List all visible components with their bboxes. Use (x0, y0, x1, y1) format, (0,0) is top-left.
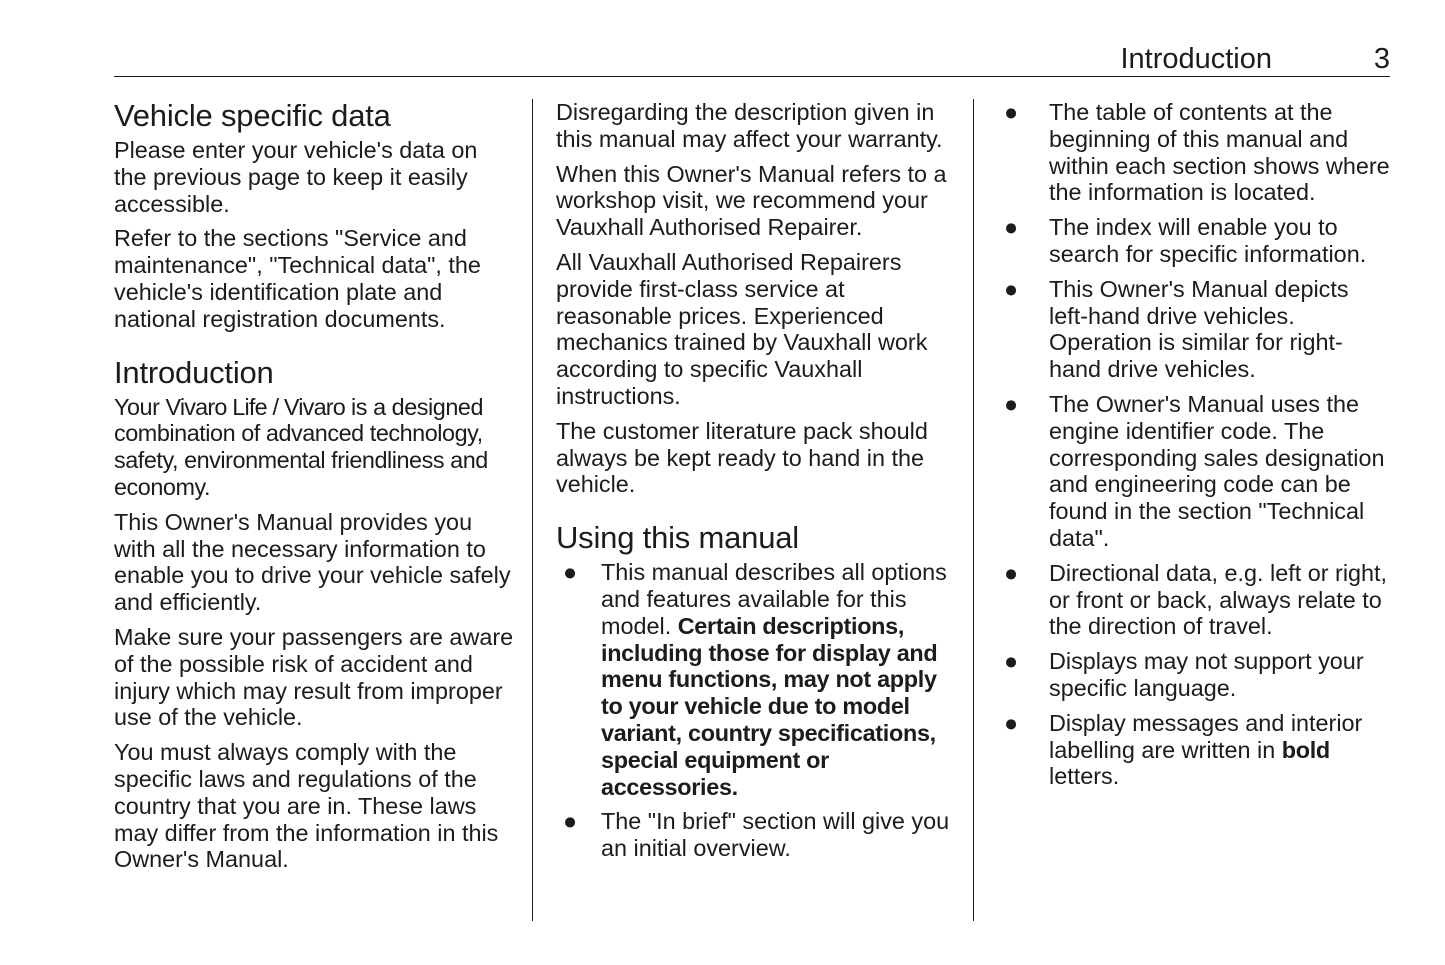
text-fragment: letters. (1049, 763, 1120, 790)
heading-vehicle-specific-data: Vehicle specific data (114, 98, 391, 133)
list-item-text: The table of contents at the beginning of this manual and within each section shows where the information is located. (1049, 99, 1390, 206)
list-item-text: The index will enable you to search for specific information. (1049, 214, 1367, 267)
list-item (1004, 391, 1394, 552)
heading-using-this-manual: Using this manual (556, 520, 799, 556)
bullet-icon: ● (1004, 99, 1019, 125)
paragraph: When this Owner's Manual refers to a workshop visit, we recommend your Vauxhall Authorised Repairer. (556, 160, 947, 241)
bold-notice: Certain descriptions, including those for display and menu functions, may not apply to your vehicle due to model variant, country specifications, special equipment or accessories. (601, 612, 938, 800)
list-item (1004, 648, 1394, 702)
list-item (556, 808, 956, 862)
bullet-icon: ● (1004, 214, 1019, 241)
list-item-text: Directional data, e.g. left or right, or front or back, always relate to the direction of travel. (1049, 559, 1388, 640)
paragraph: All Vauxhall Authorised Repairers provide first-class service at reasonable prices. Experienced mechanics trained by Vauxhall work according to specific Vauxhall instructions. (556, 248, 928, 409)
column-divider (973, 99, 974, 921)
list-item (556, 559, 956, 800)
bullet-list (556, 559, 956, 862)
text-fragment: is a designed combination of advanced technology, safety, environmental friendliness and economy. (114, 393, 488, 500)
list-item (1004, 276, 1394, 383)
bold-word: bold (1281, 736, 1330, 763)
text-fragment: Your (114, 393, 166, 420)
paragraph: Disregarding the description given in this manual may affect your warranty. (556, 99, 943, 152)
paragraph: Make sure your passengers are aware of the possible risk of accident and injury which may result from improper use of the vehicle. (114, 623, 514, 731)
page-number: 3 (1373, 43, 1390, 75)
list-item (1004, 214, 1394, 268)
list-item (1004, 560, 1394, 640)
paragraph: You must always comply with the specific laws and regulations of the country that you are in. These laws may differ from the information in this Owner's Manual. (114, 739, 499, 873)
bullet-list (1004, 99, 1394, 790)
paragraph (114, 394, 514, 501)
heading-introduction: Introduction (114, 354, 274, 390)
text-fragment: Display messages and interior labelling are written in (1049, 709, 1363, 763)
paragraph: This Owner's Manual provides you with all the necessary information to enable you to drive your vehicle safely and efficiently. (114, 508, 511, 616)
paragraph: The customer literature pack should always be kept ready to hand in the vehicle. (556, 417, 928, 498)
running-header (114, 40, 1390, 77)
list-item-text: Displays may not support your specific language. (1049, 648, 1364, 701)
model-name: Vivaro Life / Vivaro (165, 393, 345, 420)
bullet-icon: ● (1004, 275, 1019, 302)
bullet-icon: ● (1004, 648, 1019, 675)
paragraph: Refer to the sections "Service and maintenance", "Technical data", the vehicle's identification plate and national registration documents. (114, 225, 481, 332)
list-item-text: The Owner's Manual uses the engine identifier code. The corresponding sales designation and engineering code can be found in the section "Technical data". (1049, 390, 1385, 551)
bullet-icon: ● (1004, 709, 1019, 736)
column-divider (532, 99, 533, 921)
paragraph: Please enter your vehicle's data on the previous page to keep it easily accessible. (114, 137, 478, 217)
bullet-icon: ● (563, 808, 578, 835)
list-item-text: This Owner's Manual depicts left-hand drive vehicles. Operation is similar for right-hand drive vehicles. (1049, 275, 1349, 383)
text-fragment: The "In brief" section will give you an initial overview. (601, 808, 950, 862)
bullet-icon: ● (1004, 559, 1019, 586)
text-fragment: This manual describes all options and features available for this model. (601, 559, 947, 639)
header-section-title: Introduction (1120, 43, 1272, 75)
list-item (1004, 710, 1394, 790)
list-item (1004, 99, 1394, 206)
column-left (114, 98, 514, 881)
bullet-icon: ● (1004, 390, 1019, 417)
column-right (1004, 99, 1394, 798)
column-middle (556, 99, 956, 870)
bullet-icon: ● (563, 559, 578, 586)
